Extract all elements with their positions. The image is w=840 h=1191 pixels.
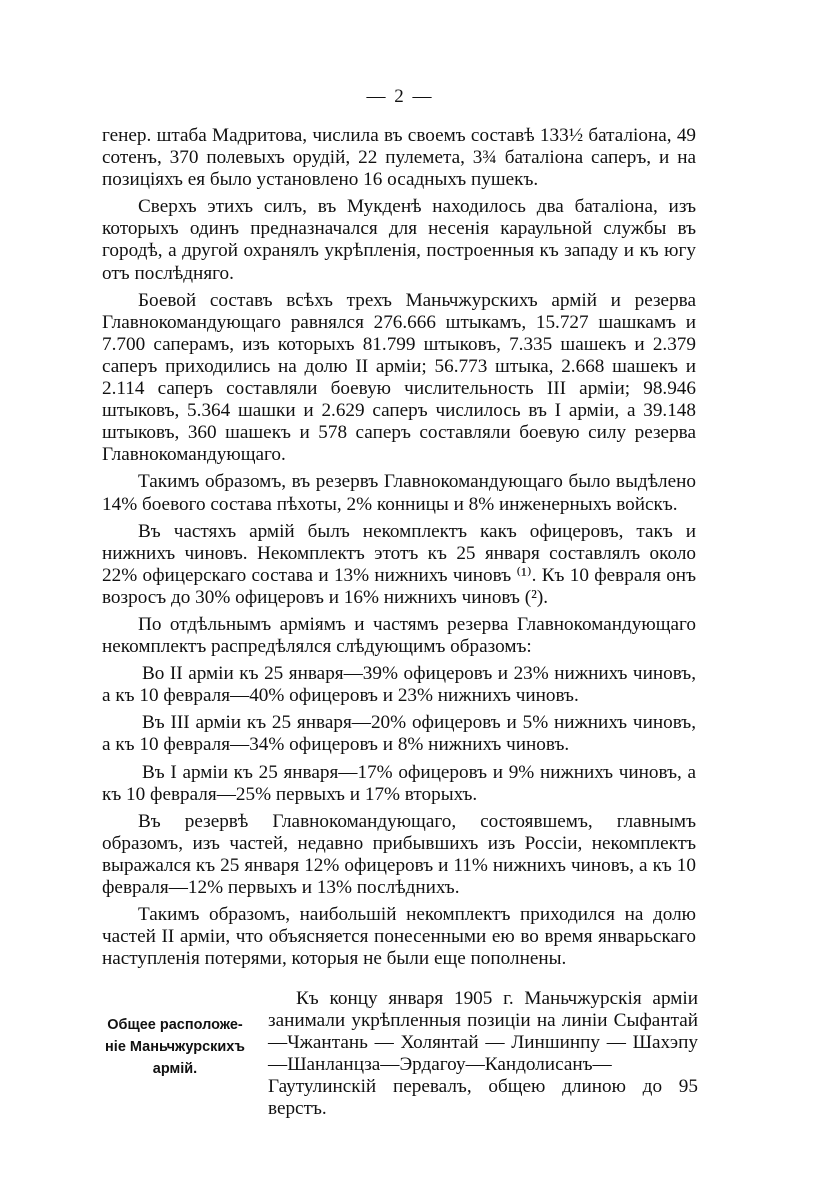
paragraph-10: Въ резервѣ Главнокомандующаго, состоявшемъ, главнымъ образомъ, изъ частей, недавно прибывшихъ изъ Россіи, некомплектъ выражался къ 25 января 12% офицеровъ и 11% нижнихъ чиновъ, а къ 10 февраля—12% первыхъ и 13% послѣднихъ. bbox=[102, 810, 696, 898]
paragraph-4: Такимъ образомъ, въ резервъ Главнокомандующаго было выдѣлено 14% боевого состава пѣхоты, 2% конницы и 8% инженерныхъ войскъ. bbox=[102, 471, 696, 515]
sidenote-body bbox=[268, 988, 698, 1121]
paragraph-9: Въ I арміи къ 25 января—17% офицеровъ и 9% нижнихъ чиновъ, а къ 10 февраля—25% первыхъ и 17% вторыхъ. bbox=[102, 761, 696, 805]
sidenote-title-line: Общее расположе- bbox=[107, 1017, 243, 1033]
paragraph-8: Въ III арміи къ 25 января—20% офицеровъ и 5% нижнихъ чиновъ, а къ 10 февраля—34% офицеровъ и 8% нижнихъ чиновъ. bbox=[102, 712, 696, 756]
paragraph-1: генер. штаба Мадритова, числила въ своемъ составѣ 133½ баталіона, 49 сотенъ, 370 полевыхъ орудій, 22 пулемета, 3¾ баталіона саперъ, и на позиціяхъ ея было установлено 16 осадныхъ пушекъ. bbox=[102, 125, 696, 191]
main-text bbox=[102, 125, 696, 975]
sidenote-title bbox=[90, 1014, 260, 1080]
paragraph-7: Во II арміи къ 25 января—39% офицеровъ и 23% нижнихъ чиновъ, а къ 10 февраля—40% офицеровъ и 23% нижнихъ чиновъ. bbox=[102, 663, 696, 707]
page-number: — 2 — bbox=[366, 86, 434, 107]
paragraph-6: По отдѣльнымъ арміямъ и частямъ резерва Главнокомандующаго некомплектъ распредѣлялся слѣдующимъ образомъ: bbox=[102, 613, 696, 658]
paragraph-3: Боевой составъ всѣхъ трехъ Маньчжурскихъ армій и резерва Главнокомандующаго равнялся 276.666 штыкамъ, 15.727 шашкамъ и 7.700 саперамъ, изъ которыхъ 81.799 штыковъ, 7.335 шашекъ и 2.379 саперъ приходились на долю II арміи; 56.773 штыка, 2.668 шашекъ и 2.114 саперъ составляли боевую числительность III арміи; 98.946 штыковъ, 5.364 шашки и 2.629 саперъ числилось въ I арміи, а 39.148 штыковъ, 360 шашекъ и 578 саперъ составляли боевую силу резерва Главнокомандующаго. bbox=[102, 289, 696, 466]
paragraph-2: Сверхъ этихъ силъ, въ Мукденѣ находилось два баталіона, изъ которыхъ одинъ предназначался для несенія караульной службы въ городѣ, а другой охранялъ укрѣпленія, построенныя къ западу и къ югу отъ послѣдняго. bbox=[102, 196, 696, 284]
paragraph-11: Такимъ образомъ, наибольшій некомплектъ приходился на долю частей II арміи, что объясняется понесенными ею во время январьскаго наступленія потерями, которыя не были еще пополнены. bbox=[102, 904, 696, 970]
sidenote-title-line: армій. bbox=[152, 1061, 198, 1077]
sidenote-title-line: ніе Маньчжурскихъ bbox=[105, 1039, 245, 1055]
sidenote-paragraph: Къ концу января 1905 г. Маньчжурскія арміи занимали укрѣпленныя позиціи на линіи Сыфантай—Чжантань — Холянтай — Линшинпу — Шахэпу—Шанланцза—Эрдагоу—Кандолисанъ—Гаутулинскій перевалъ, общею длиною до 95 верстъ. bbox=[268, 988, 698, 1120]
paragraph-5: Въ частяхъ армій былъ некомплектъ какъ офицеровъ, такъ и нижнихъ чиновъ. Некомплектъ этотъ къ 25 января составлялъ около 22% офицерскаго состава и 13% нижнихъ чиновъ ⁽¹⁾. Къ 10 февраля онъ возросъ до 30% офицеровъ и 16% нижнихъ чиновъ (²). bbox=[102, 520, 696, 608]
